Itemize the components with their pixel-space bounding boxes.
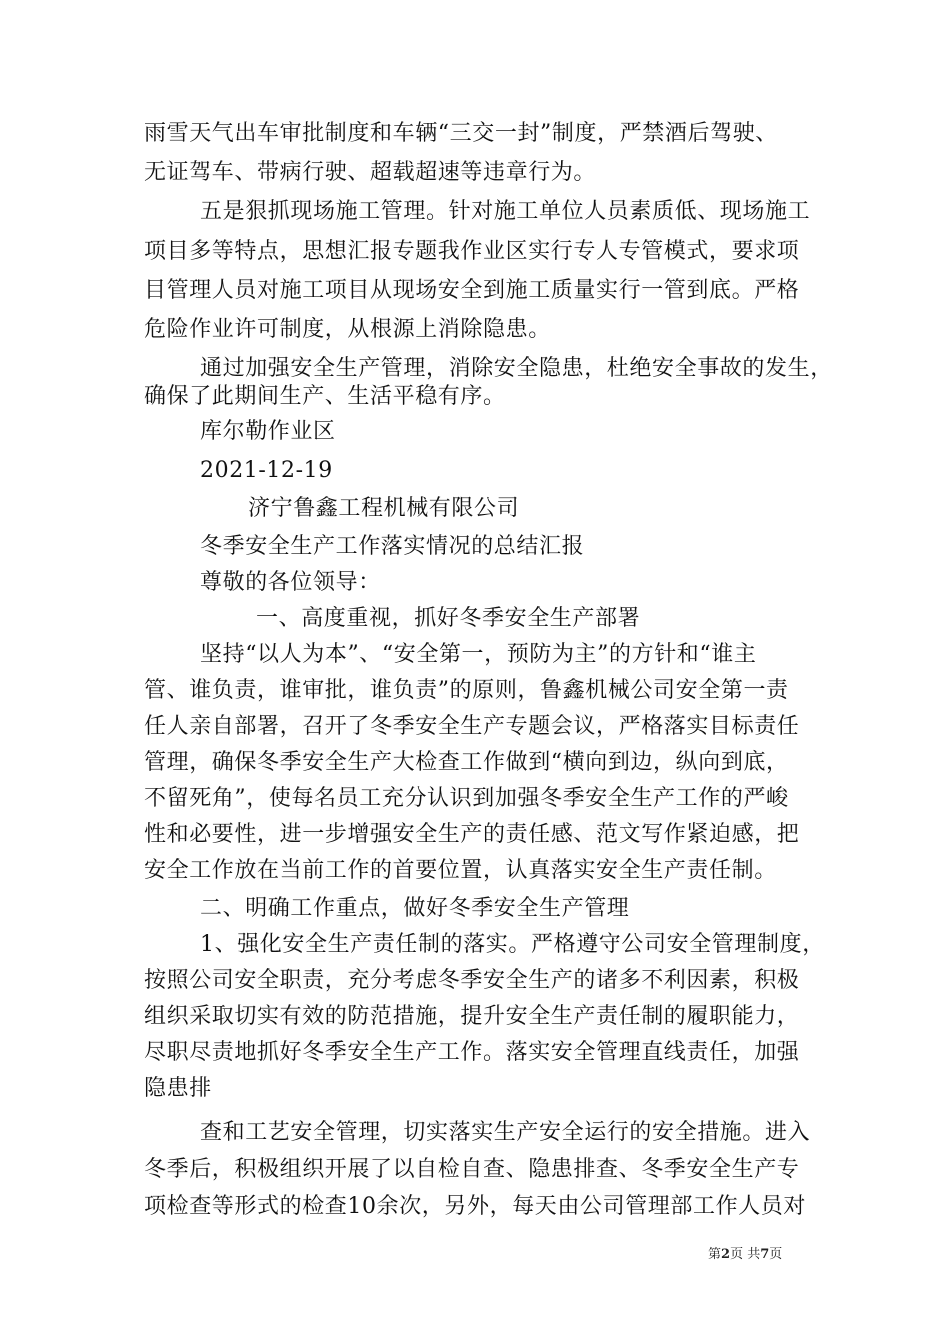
page-number-footer bbox=[708, 1246, 782, 1264]
text-line: 组织采取切实有效的防范措施，提升安全生产责任制的履职能力， bbox=[144, 1004, 800, 1029]
text-line: 冬季后，积极组织开展了以自检自查、隐患排查、冬季安全生产专 bbox=[144, 1157, 800, 1182]
text-line: 安全工作放在当前工作的首要位置，认真落实安全生产责任制。 bbox=[144, 858, 777, 883]
footer-total: 7 bbox=[760, 1247, 770, 1262]
report-title: 冬季安全生产工作落实情况的总结汇报 bbox=[200, 534, 585, 559]
text-line: 隐患排 bbox=[144, 1076, 212, 1101]
text-line: 任人亲自部署，召开了冬季安全生产专题会议，严格落实目标责任 bbox=[144, 714, 800, 739]
text-line: 雨雪天气出车审批制度和车辆“三交一封”制度，严禁酒后驾驶、 bbox=[144, 121, 778, 146]
text-line: 1、强化安全生产责任制的落实。严格遵守公司安全管理制度， bbox=[200, 932, 825, 957]
text-line: 确保了此期间生产、生活平稳有序。 bbox=[144, 384, 506, 409]
text-line: 无证驾车、带病行驶、超载超速等违章行为。 bbox=[144, 160, 597, 185]
section-heading: 一、高度重视，抓好冬季安全生产部署 bbox=[256, 606, 641, 631]
text-line: 尽职尽责地抓好冬季安全生产工作。落实安全管理直线责任，加强 bbox=[144, 1040, 800, 1065]
signature-org: 库尔勒作业区 bbox=[200, 419, 336, 444]
footer-prefix: 第 bbox=[708, 1247, 722, 1262]
text-line: 不留死角”，使每名员工充分认识到加强冬季安全生产工作的严峻 bbox=[144, 786, 789, 811]
text-line: 管理，确保冬季安全生产大检查工作做到“横向到边，纵向到底， bbox=[144, 750, 789, 775]
footer-page: 2 bbox=[721, 1247, 731, 1262]
section-heading: 二、明确工作重点，做好冬季安全生产管理 bbox=[200, 896, 630, 921]
text-line: 按照公司安全职责，充分考虑冬季安全生产的诸多不利因素，积极 bbox=[144, 968, 800, 993]
text-line: 管、谁负责，谁审批，谁负责”的原则，鲁鑫机械公司安全第一责 bbox=[144, 678, 789, 703]
text-line: 项目多等特点，思想汇报专题我作业区实行专人专管模式，要求项 bbox=[144, 239, 800, 264]
signature-date: 2021-12-19 bbox=[200, 458, 333, 483]
text-line: 项检查等形式的检查10余次，另外，每天由公司管理部工作人员对 bbox=[144, 1194, 806, 1219]
salutation: 尊敬的各位领导： bbox=[200, 570, 381, 595]
text-line: 危险作业许可制度，从根源上消除隐患。 bbox=[144, 317, 551, 342]
footer-suffix: 页 bbox=[769, 1247, 783, 1262]
text-line: 性和必要性，进一步增强安全生产的责任感、范文写作紧迫感，把 bbox=[144, 822, 800, 847]
text-line: 五是狠抓现场施工管理。针对施工单位人员素质低、现场施工 bbox=[200, 199, 811, 224]
footer-middle: 页 共 bbox=[730, 1247, 761, 1262]
text-line: 坚持“以人为本”、“安全第一，预防为主”的方针和“谁主 bbox=[200, 642, 757, 667]
text-line: 查和工艺安全管理，切实落实生产安全运行的安全措施。进入 bbox=[200, 1120, 811, 1145]
company-name: 济宁鲁鑫工程机械有限公司 bbox=[248, 496, 520, 521]
text-line: 通过加强安全生产管理，消除安全隐患，杜绝安全事故的发生， bbox=[200, 356, 833, 381]
text-line: 目管理人员对施工项目从现场安全到施工质量实行一管到底。严格 bbox=[144, 278, 800, 303]
